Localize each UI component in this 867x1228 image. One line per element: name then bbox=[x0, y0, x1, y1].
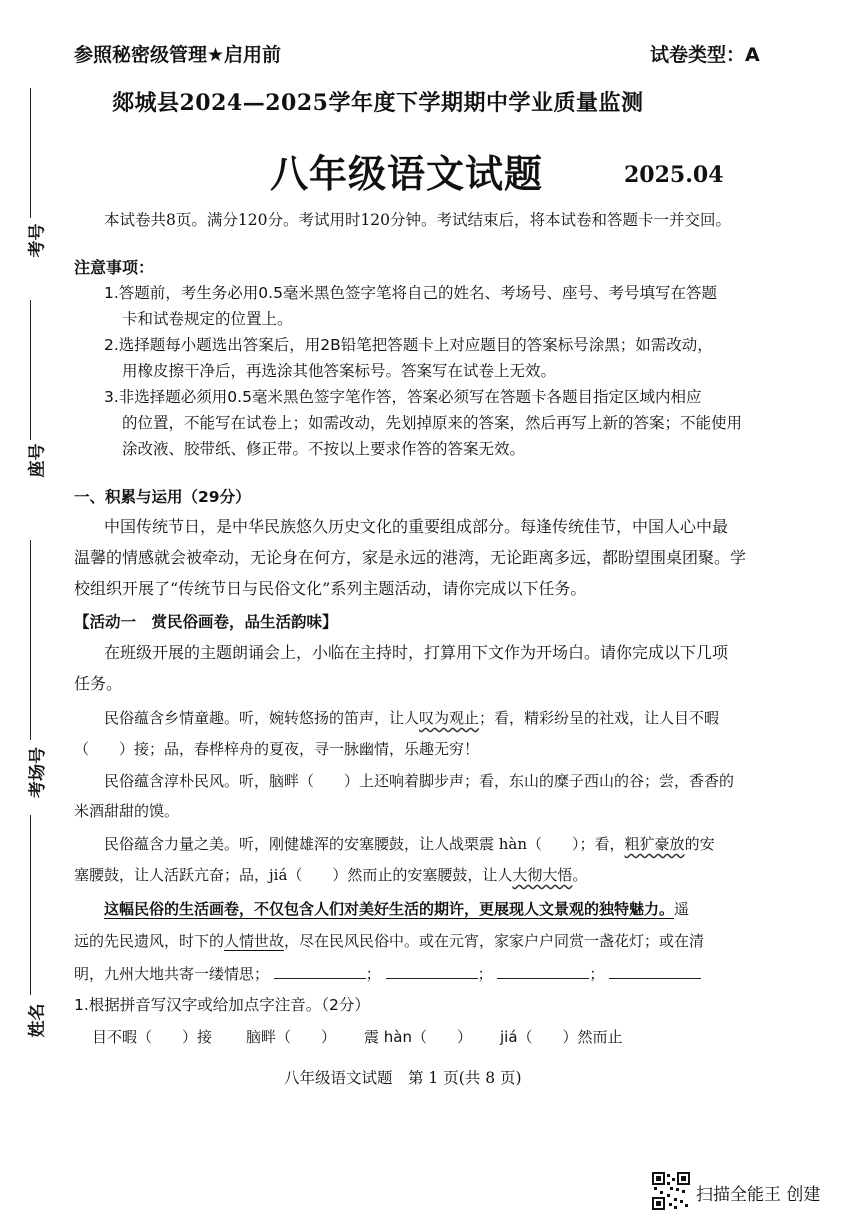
answer-blank[interactable] bbox=[609, 960, 701, 979]
exam-date: 2025.04 bbox=[624, 162, 724, 188]
passage-text: 民俗蕴含乡情童趣。听，婉转悠扬的笛声，让人 bbox=[104, 709, 420, 727]
section-heading: 一、积累与运用（29分） bbox=[74, 488, 251, 506]
passage-underlined: 叹为观止 bbox=[419, 709, 480, 727]
seat-no-line bbox=[30, 300, 31, 440]
passage-underlined: 人情世故 bbox=[224, 932, 285, 950]
notice-line: 1.答题前，考生务必用0.5毫米黑色签字笔将自己的姓名、考场号、座号、考号填写在答题 bbox=[104, 284, 717, 302]
notice-line: 用橡皮擦干净后，再选涂其他答案标号。答案写在试卷上无效。 bbox=[122, 362, 557, 380]
q1-item: 目不暇（ ）接 bbox=[92, 1028, 213, 1046]
passage-underlined: 粗犷豪放 bbox=[624, 835, 685, 853]
section-paragraph-line: 中国传统节日，是中华民族悠久历史文化的重要组成部分。每逢传统佳节，中国人心中最 bbox=[104, 517, 729, 536]
activity-intro-line: 在班级开展的主题朗诵会上，小临在主持时，打算用下文作为开场白。请你完成以下几项 bbox=[104, 643, 729, 662]
passage-text: 塞腰鼓，让人活跃亢奋；品，jiá（ ）然而止的安塞腰鼓，让人 bbox=[74, 866, 513, 884]
q1-item: 震 hàn（ ） bbox=[364, 1028, 472, 1046]
answer-blank[interactable] bbox=[497, 960, 589, 979]
exam-no-label: 考号 bbox=[27, 223, 48, 258]
room-no-label: 考场号 bbox=[28, 747, 48, 798]
activity-intro-line: 任务。 bbox=[74, 674, 123, 693]
name-line bbox=[30, 815, 31, 995]
passage-line bbox=[104, 705, 719, 731]
page-footer: 八年级语文试题 第 1 页(共 8 页) bbox=[284, 1069, 522, 1087]
answer-blank[interactable] bbox=[386, 960, 478, 979]
answer-blank[interactable] bbox=[274, 960, 366, 979]
page-title: 八年级语文试题 bbox=[270, 152, 544, 196]
notice-line: 涂改液、胶带纸、修正带。不按以上要求作答的答案无效。 bbox=[122, 440, 526, 458]
qr-code-icon bbox=[652, 1172, 690, 1210]
secret-level: 参照秘密级管理★启用前 bbox=[74, 44, 282, 66]
passage-text: ；看，精彩纷呈的社戏，让人目不暇 bbox=[479, 709, 720, 727]
scanner-watermark: 扫描全能王 创建 bbox=[696, 1185, 821, 1205]
passage-line: 明，九州大地共寄一缕情思； ； ； ； bbox=[74, 960, 701, 987]
intro-text: 本试卷共8页。满分120分。考试用时120分钟。考试结束后，将本试卷和答题卡一并交回。 bbox=[104, 211, 732, 229]
passage-line bbox=[74, 928, 704, 954]
section-paragraph-line: 温馨的情感就会被牵动，无论身在何方，家是永远的港湾，无论距离多远，都盼望围桌团聚。学 bbox=[74, 548, 747, 567]
passage-line: （ ）接；品，春桦梓舟的夏夜，寻一脉幽情，乐趣无穷！ bbox=[74, 740, 480, 758]
section-paragraph-line: 校组织开展了“传统节日与民俗文化”系列主题活动，请你完成以下任务。 bbox=[74, 579, 587, 598]
passage-text: 遥 bbox=[674, 900, 690, 918]
notice-line: 3.非选择题必须用0.5毫米黑色签字笔作答，答案必须写在答题卡各题目指定区域内相应 bbox=[104, 388, 702, 406]
activity-title: 【活动一 赏民俗画卷，品生活韵味】 bbox=[74, 613, 338, 631]
question-1: 1.根据拼音写汉字或给加点字注音。（2分） bbox=[74, 996, 370, 1014]
passage-line bbox=[104, 831, 715, 857]
paper-type: 试卷类型：A bbox=[650, 44, 760, 66]
notice-heading: 注意事项： bbox=[74, 258, 155, 277]
exam-no-line bbox=[30, 88, 31, 218]
q1-item: 脑畔（ ） bbox=[246, 1028, 337, 1046]
passage-text: 。 bbox=[572, 866, 588, 884]
notice-line: 2.选择题每小题选出答案后，用2B铅笔把答题卡上对应题目的答案标号涂黑；如需改动， bbox=[104, 336, 713, 354]
passage-text: 民俗蕴含力量之美。听，刚健雄浑的安塞腰鼓，让人战栗震 hàn（ ）；看， bbox=[104, 835, 625, 853]
passage-line bbox=[74, 862, 587, 888]
passage-text: ，尽在民风民俗中。或在元宵，家家户户同赏一盏花灯；或在清 bbox=[284, 932, 705, 950]
q1-item: jiá（ ）然而止 bbox=[500, 1028, 623, 1046]
notice-line: 卡和试卷规定的位置上。 bbox=[122, 310, 293, 328]
name-label: 姓名 bbox=[27, 1003, 48, 1038]
seat-no-label: 座号 bbox=[27, 443, 48, 478]
room-no-line bbox=[30, 540, 31, 740]
passage-text: 远的先民遗风，时下的 bbox=[74, 932, 225, 950]
passage-underlined-sentence: 这幅民俗的生活画卷，不仅包含人们对美好生活的期许，更展现人文景观的独特魅力。 bbox=[104, 900, 675, 918]
exam-name: 郯城县2024—2025学年度下学期期中学业质量监测 bbox=[112, 90, 644, 116]
passage-text: 明，九州大地共寄一缕情思； bbox=[74, 965, 270, 983]
passage-underlined: 大彻大悟 bbox=[512, 866, 573, 884]
passage-line: 民俗蕴含淳朴民风。听，脑畔（ ）上还响着脚步声；看，东山的糜子西山的谷；尝，香香的 bbox=[104, 772, 735, 790]
passage-line bbox=[104, 896, 689, 922]
passage-line: 米酒甜甜的馍。 bbox=[74, 802, 180, 820]
notice-line: 的位置，不能写在试卷上；如需改动，先划掉原来的答案，然后再写上新的答案；不能使用 bbox=[122, 414, 743, 432]
passage-text: 的安 bbox=[684, 835, 715, 853]
